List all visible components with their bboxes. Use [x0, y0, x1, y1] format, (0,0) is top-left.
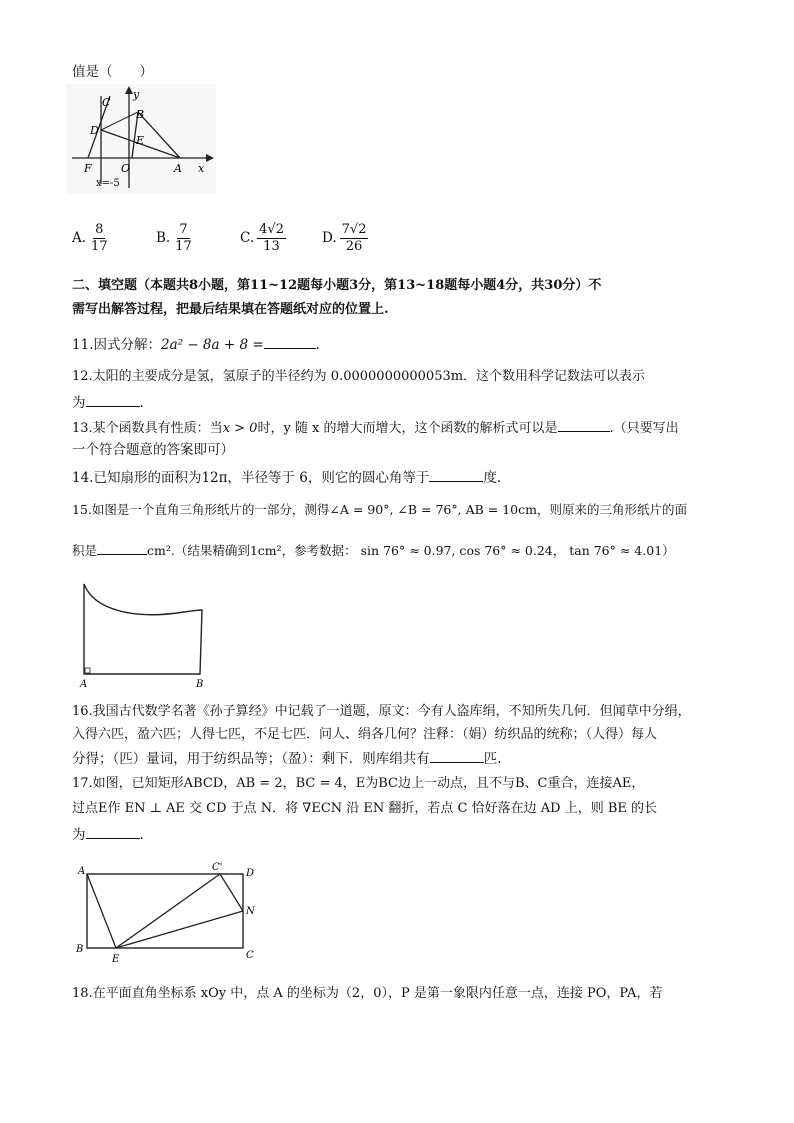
q15-line2: 积是 cm².（结果精确到1cm²，参考数据： sin 76° ≈ 0.97, cos 76° ≈ 0.24， tan 76° ≈ 4.01） — [72, 540, 675, 561]
q16-line3: 分得；（匹）量词，用于纺织品等；（盈）：剩下．则库绢共有 匹. — [72, 748, 502, 769]
q17-label-c: C — [246, 950, 254, 961]
q10-label-e: E — [136, 134, 145, 147]
q16-line1: 16.我国古代数学名著《孙子算经》中记载了一道题，原文：今有人盗库绢，不知所失几何．但闻草中分绢， — [72, 704, 691, 719]
q17-label-d: D — [246, 868, 255, 879]
section2-heading-line1: 二、填空题（本题共8小题，第11~12题每小题3分，第13~18题每小题4分，共30分）不 — [72, 278, 602, 293]
q10-label-o: O — [121, 162, 131, 175]
q10-option-d[interactable]: D. $\frac{7√2}{26}$ — [322, 222, 367, 254]
q10-option-b[interactable]: B. $\frac{7}{17}$ — [156, 222, 192, 254]
q13-line2: 一个符合题意的答案即可） — [72, 442, 234, 458]
q13-line1: 13.某个函数具有性质：当x > 0时，y 随 x 的增大而增大，这个函数的解析式可以是 .（只要写出 — [72, 417, 679, 439]
q16-answer-blank[interactable] — [430, 748, 484, 763]
q10-label-f: F — [84, 162, 92, 175]
q15-label-b: B — [196, 679, 204, 690]
q10-label-d: D — [90, 124, 99, 137]
q16-line2: 入得六匹，盈六匹；人得七匹，不足七匹．问人、绢各几何？注释：（娟）纺织品的统称；（人得）每人 — [72, 727, 658, 742]
q10-label-x: x — [198, 162, 205, 175]
q17-line3: 为 . — [72, 824, 144, 845]
q10-option-a[interactable]: A. $\frac{8}{17}$ — [72, 222, 108, 254]
q18-line1: 18.在平面直角坐标系 xOy 中，点 A 的坐标为（2，0），P 是第一象限内任意一点，连接 PO，PA，若 — [72, 986, 663, 1001]
q17-answer-blank[interactable] — [86, 824, 140, 839]
q10-figure — [66, 84, 216, 194]
q17-figure — [70, 856, 270, 964]
q17-line1: 17.如图，已知矩形ABCD，AB = 2，BC = 4，E为BC边上一动点，且不与B、C重合，连接AE， — [72, 776, 645, 791]
q17-label-b: B — [76, 944, 84, 955]
q13-answer-blank[interactable] — [558, 417, 610, 432]
q10-option-c[interactable]: C. $\frac{4√2}{13}$ — [240, 222, 284, 254]
q17-label-e: E — [112, 954, 120, 964]
q17-label-n: N — [246, 906, 255, 917]
q11: 11.因式分解：2a² − 8a + 8 = . — [72, 334, 320, 355]
q14-answer-blank[interactable] — [429, 467, 483, 482]
section2-heading-line2: 需写出解答过程，把最后结果填在答题纸对应的位置上. — [72, 302, 389, 317]
q10-label-a: A — [174, 162, 182, 175]
q17-line2: 过点E作 EN ⊥ AE 交 CD 于点 N．将 ∇ECN 沿 EN 翻折，若点 C 恰好落在边 AD 上，则 BE 的长 — [72, 801, 658, 816]
q11-answer-blank[interactable] — [264, 334, 316, 349]
q12-answer-blank[interactable] — [86, 392, 140, 407]
q17-label-a: A — [78, 866, 86, 877]
q10-label-b: B — [136, 108, 145, 121]
q12-line1: 12.太阳的主要成分是氢，氢原子的半径约为 0.0000000000053m．这个数用科学记数法可以表示 — [72, 369, 646, 384]
q17-label-c-prime: C' — [212, 862, 223, 873]
q10-label-c: C — [102, 96, 111, 109]
q12-line2: 为 . — [72, 392, 144, 413]
q10-label-y: y — [133, 88, 140, 101]
q10-tail: 值是（ ） — [72, 64, 153, 80]
q15-label-a: A — [80, 679, 88, 690]
q10-label-x-eq: x=-5 — [96, 178, 120, 189]
q14: 14.已知扇形的面积为12π，半径等于 6，则它的圆心角等于 度. — [72, 467, 501, 488]
q15-answer-blank[interactable] — [97, 540, 147, 555]
q15-line1: 15.如图是一个直角三角形纸片的一部分，测得∠A = 90°, ∠B = 76°, AB = 10cm，则原来的三角形纸片的面 — [72, 502, 687, 517]
q15-figure — [74, 580, 224, 690]
